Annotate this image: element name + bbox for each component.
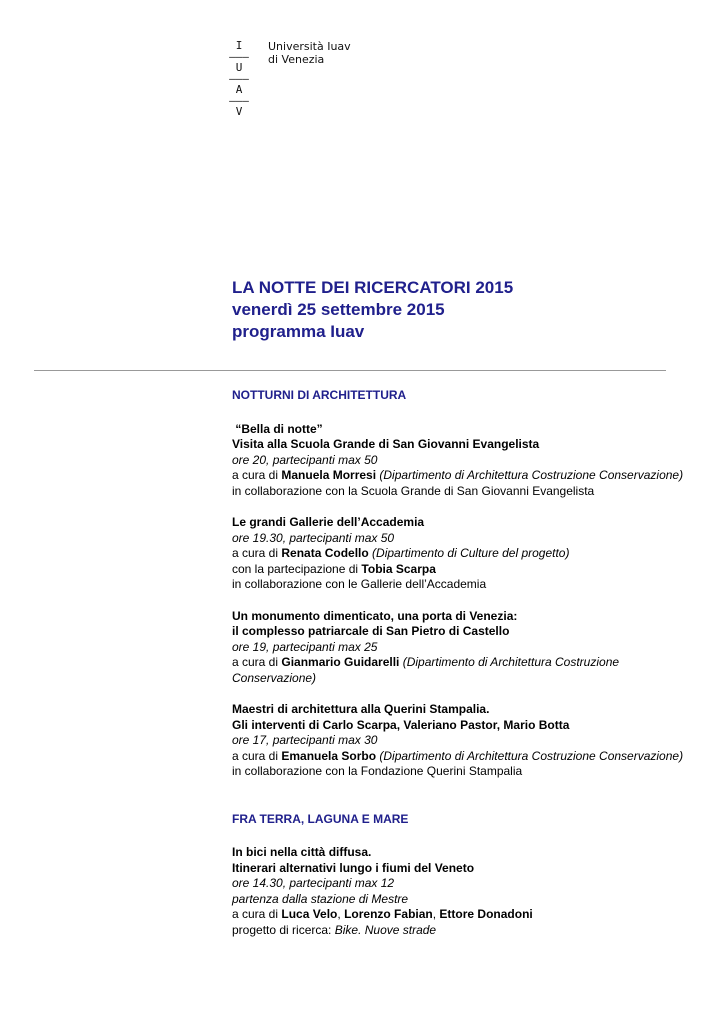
event-participation	[232, 562, 702, 578]
logo-name	[268, 40, 428, 66]
event-collaboration: in collaborazione con la Fondazione Querini Stampalia	[232, 764, 523, 778]
project-name: Bike. Nuove strade	[334, 922, 437, 937]
event-time: ore 19, partecipanti max 25	[232, 639, 378, 654]
event-title: Un monumento dimenticato, una porta di Venezia:	[232, 608, 518, 623]
event-title: In bici nella città diffusa.	[232, 845, 372, 859]
event-curator-line	[232, 468, 702, 484]
logo-mark	[226, 40, 252, 117]
event-time: ore 14.30, partecipanti max 12	[232, 876, 395, 890]
event-subtitle: il complesso patriarcale di San Pietro di Castello	[232, 624, 510, 638]
event-curator-line	[232, 655, 702, 686]
event-time: ore 19.30, partecipanti max 50	[232, 530, 395, 545]
event-bici-citta-diffusa	[232, 845, 702, 938]
title-line2: venerdì 25 settembre 2015	[232, 300, 445, 319]
event-subtitle: Visita alla Scuola Grande di San Giovanni Evangelista	[232, 437, 540, 451]
horizontal-divider	[34, 370, 666, 371]
event-title: Le grandi Gallerie dell’Accademia	[232, 515, 425, 529]
event-title: Maestri di architettura alla Querini Stampalia.	[232, 702, 490, 716]
document-title	[232, 277, 513, 343]
curator-name: Lorenzo Fabian	[344, 907, 433, 921]
event-subtitle: Itinerari alternativi lungo i fiumi del Veneto	[232, 860, 475, 875]
project-prefix: progetto di ricerca:	[232, 922, 335, 937]
curator-name: Gianmario Guidarelli	[281, 655, 400, 669]
curator-separator: ,	[337, 907, 345, 921]
curator-dept: (Dipartimento di Architettura Costruzione Conservazione)	[376, 748, 684, 763]
logo-letter: V	[235, 105, 243, 118]
logo-dash: –––	[229, 94, 249, 107]
curator-prefix: a cura di	[232, 655, 282, 669]
section-heading-notturni: NOTTURNI DI ARCHITETTURA	[232, 388, 407, 402]
event-subtitle: Gli interventi di Carlo Scarpa, Valeriano Pastor, Mario Botta	[232, 717, 570, 732]
curator-name: Manuela Morresi	[281, 468, 377, 482]
curator-name: Luca Velo	[281, 907, 338, 921]
curator-prefix: a cura di	[232, 468, 282, 482]
logo-name-line1: Università Iuav	[268, 40, 351, 53]
curator-prefix: a cura di	[232, 907, 282, 921]
event-time: ore 17, partecipanti max 30	[232, 733, 378, 747]
event-departure: partenza dalla stazione di Mestre	[232, 891, 409, 906]
title-line3: programma Iuav	[232, 322, 365, 341]
logo-letter: U	[235, 61, 243, 74]
curator-name: Renata Codello	[281, 546, 369, 560]
curator-name: Emanuela Sorbo	[281, 748, 377, 763]
event-time: ore 20, partecipanti max 50	[232, 452, 378, 467]
event-curator-line	[232, 907, 702, 923]
event-title: “Bella di notte”	[232, 421, 323, 436]
event-curator-line	[232, 546, 702, 562]
logo-letter: A	[235, 83, 243, 96]
event-collaboration: in collaborazione con la Scuola Grande di San Giovanni Evangelista	[232, 483, 595, 498]
event-curator-line	[232, 749, 702, 765]
program-content	[232, 388, 702, 938]
title-line1: LA NOTTE DEI RICERCATORI 2015	[232, 278, 514, 297]
curator-dept: (Dipartimento di Architettura Costruzione Conservazione)	[232, 655, 623, 685]
event-collaboration: in collaborazione con le Gallerie dell’Accademia	[232, 577, 487, 591]
participation-prefix: con la partecipazione di	[232, 561, 362, 576]
participant-name: Tobia Scarpa	[361, 561, 436, 576]
event-project-line	[232, 923, 702, 939]
event-san-pietro-castello	[232, 609, 702, 687]
event-gallerie-accademia	[232, 515, 702, 593]
curator-separator: ,	[432, 907, 440, 921]
logo-name-line2: di Venezia	[268, 53, 325, 66]
event-querini-stampalia	[232, 702, 702, 780]
curator-prefix: a cura di	[232, 546, 282, 560]
logo-dash: –––	[229, 72, 249, 85]
curator-dept: (Dipartimento di Architettura Costruzione Conservazione)	[376, 468, 684, 482]
curator-dept: (Dipartimento di Culture del progetto)	[368, 546, 570, 560]
event-bella-di-notte	[232, 422, 702, 500]
curator-prefix: a cura di	[232, 748, 282, 763]
logo-letter: I	[235, 39, 243, 52]
section-heading-terra: FRA TERRA, LAGUNA E MARE	[232, 811, 409, 826]
curator-name: Ettore Donadoni	[439, 907, 533, 921]
logo-dash: –––	[229, 50, 249, 63]
